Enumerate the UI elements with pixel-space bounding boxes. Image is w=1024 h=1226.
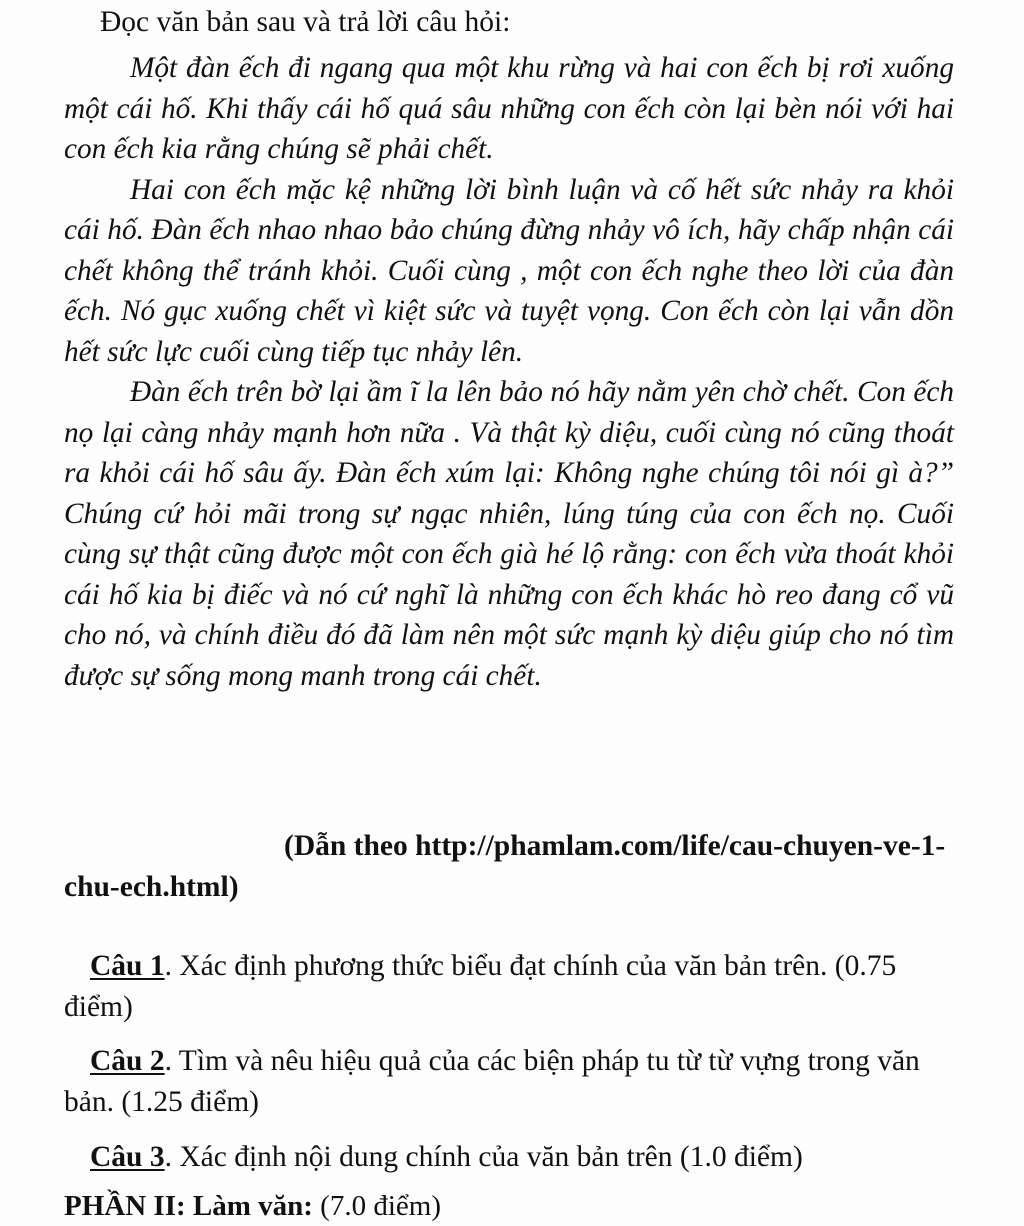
passage-paragraph-3: Đàn ếch trên bờ lại ầm ĩ la lên bảo nó hãy nằm yên chờ chết. Con ếch nọ lại càng nhảy mạnh hơn nữa . Và thật kỳ diệu, cuối cùng nó cũng thoát ra khỏi cái hố sâu ấy. Đàn ếch xúm lại: Không nghe chúng tôi nói gì à?” Chúng cứ hỏi mãi trong sự ngạc nhiên, lúng túng của con ếch nọ. Cuối cùng sự thật cũng được một con ếch già hé lộ rằng: con ếch vừa thoát khỏi cái hố kia bị điếc và nó cứ nghĩ là những con ếch khác hò reo đang cổ vũ cho nó, và chính điều đó đã làm nên một sức mạnh kỳ diệu giúp cho nó tìm được sự sống mong manh trong cái chết.	[64, 376, 954, 692]
question-1	[64, 946, 938, 1028]
reading-instruction: Đọc văn bản sau và trả lời câu hỏi:	[100, 6, 511, 38]
question-3-text: . Xác định nội dung chính của văn bản trên (1.0 điểm)	[164, 1141, 803, 1173]
part-2-points: (7.0 điểm)	[320, 1190, 441, 1222]
question-2-label: Câu 2	[90, 1045, 165, 1077]
question-2-text: . Tìm và nêu hiệu quả của các biện pháp tu từ từ vựng trong văn bản. (1.25 điểm)	[64, 1045, 920, 1118]
passage-paragraph-2: Hai con ếch mặc kệ những lời bình luận và cố hết sức nhảy ra khỏi cái hố. Đàn ếch nhao nhao bảo chúng đừng nhảy vô ích, hãy chấp nhận cái chết không thể tránh khỏi. Cuối cùng , một con ếch nghe theo lời của đàn ếch. Nó gục xuống chết vì kiệt sức và tuyệt vọng. Con ếch còn lại vẫn dồn hết sức lực cuối cùng tiếp tục nhảy lên.	[64, 173, 954, 368]
question-2	[64, 1041, 938, 1123]
question-1-text: . Xác định phương thức biểu đạt chính của văn bản trên. (0.75 điểm)	[64, 950, 897, 1023]
source-citation: (Dẫn theo http://phamlam.com/life/cau-chuyen-ve-1-chu-ech.html)	[64, 830, 946, 903]
part-2-label: PHẦN II: Làm văn:	[64, 1190, 313, 1222]
story-passage	[64, 48, 954, 696]
question-3-label: Câu 3	[90, 1141, 165, 1173]
passage-paragraph-1: Một đàn ếch đi ngang qua một khu rừng và hai con ếch bị rơi xuống một cái hố. Khi thấy cái hố quá sâu những con ếch còn lại bèn nói với hai con ếch kia rằng chúng sẽ phải chết.	[64, 52, 954, 165]
question-1-label: Câu 1	[90, 950, 165, 982]
part-2-heading	[64, 1186, 441, 1226]
question-3	[64, 1137, 938, 1178]
